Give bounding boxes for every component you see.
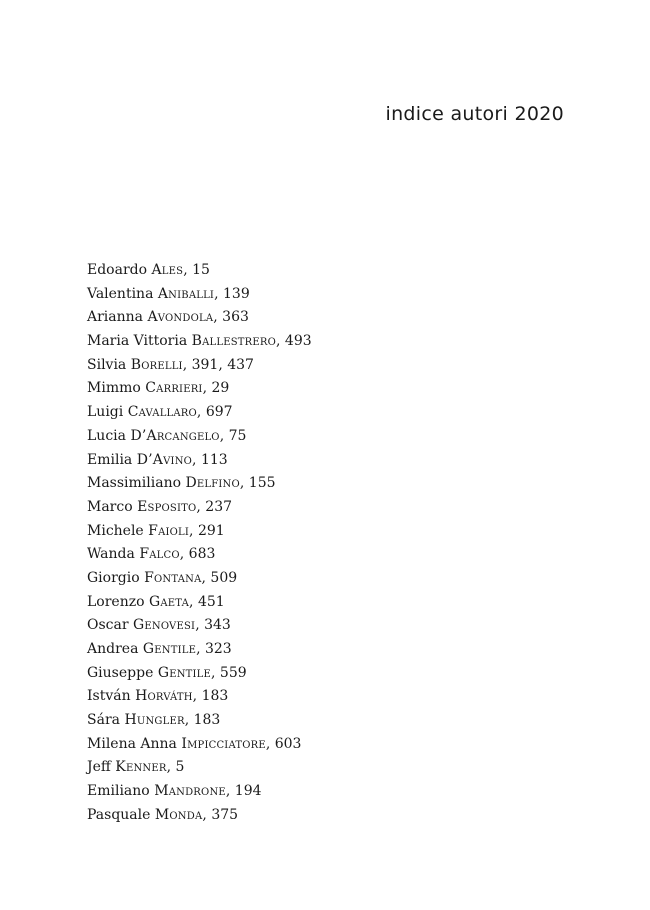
author-surname: Avondola <box>147 309 214 326</box>
author-surname: Gentile <box>157 664 212 681</box>
author-entry: Lorenzo Gaeta, 451 <box>87 593 225 610</box>
author-page-numbers: 139 <box>223 285 250 302</box>
author-entry: Sára Hungler, 183 <box>87 712 221 729</box>
author-page-numbers: 493 <box>284 333 312 350</box>
author-first-name: Andrea <box>87 641 139 657</box>
author-first-name: Marco <box>87 498 133 515</box>
author-first-name: Pasquale <box>87 806 151 823</box>
author-page-numbers: 363 <box>222 309 249 326</box>
author-surname: Esposito <box>137 498 197 515</box>
author-surname: Mandrone <box>154 783 226 800</box>
author-page-numbers: 343 <box>204 617 231 634</box>
author-page-numbers: 237 <box>205 498 233 515</box>
author-page-numbers: 291 <box>197 522 225 539</box>
author-page-numbers: 375 <box>211 806 239 823</box>
author-page-numbers: 559 <box>219 664 247 681</box>
author-surname: D’Arcangelo <box>130 427 220 444</box>
author-first-name: Michele <box>87 522 144 539</box>
author-first-name: Jeff <box>87 759 111 776</box>
author-entry: Arianna Avondola, 363 <box>87 309 249 326</box>
author-entry: Andrea Gentile, 323 <box>87 641 232 657</box>
author-entry: Milena Anna Impicciatore, 603 <box>87 735 302 752</box>
author-entry: Michele Faioli, 291 <box>87 522 225 539</box>
author-first-name: Massimiliano <box>87 475 182 492</box>
author-surname: Ballestrero <box>191 333 277 350</box>
author-surname: Genovesi <box>133 617 196 634</box>
author-entry: Wanda Falco, 683 <box>87 546 216 563</box>
author-first-name: Lucia <box>87 427 126 444</box>
author-first-name: Lorenzo <box>87 593 145 610</box>
author-page-numbers: 155 <box>248 475 276 492</box>
author-surname: Ales <box>151 262 184 278</box>
author-entry: Edoardo Ales, 15 <box>87 262 210 278</box>
author-first-name: Arianna <box>87 309 144 326</box>
author-first-name: Giuseppe <box>87 664 154 681</box>
author-surname: Borelli <box>130 356 183 373</box>
author-first-name: István <box>87 688 131 705</box>
author-page-numbers: 15 <box>192 262 210 278</box>
author-first-name: Silvia <box>87 356 127 373</box>
author-page-numbers: 194 <box>234 783 262 800</box>
author-page-numbers: 5 <box>175 759 185 776</box>
author-page-numbers: 451 <box>197 593 225 610</box>
author-entry: Lucia D’Arcangelo, 75 <box>87 427 247 444</box>
author-entry: Maria Vittoria Ballestrero, 493 <box>87 333 312 350</box>
author-surname: Gentile <box>142 641 197 657</box>
author-entry: Emiliano Mandrone, 194 <box>87 783 262 800</box>
author-entry: Valentina Aniballi, 139 <box>87 285 250 302</box>
author-surname: Falco <box>139 546 180 563</box>
author-first-name: Valentina <box>87 285 154 302</box>
author-first-name: Sára <box>87 712 120 729</box>
author-entry: Mimmo Carrieri, 29 <box>87 380 230 397</box>
author-first-name: Giorgio <box>87 569 140 586</box>
author-entry: Silvia Borelli, 391, 437 <box>87 356 254 373</box>
author-surname: Cavallaro <box>127 404 197 421</box>
author-first-name: Edoardo <box>87 262 148 278</box>
page-heading: indice autori 2020 <box>385 103 564 125</box>
author-surname: Delfino <box>185 475 240 492</box>
author-page-numbers: 603 <box>274 735 302 752</box>
author-page-numbers: 391, 437 <box>191 356 254 373</box>
author-entry: Jeff Kenner, 5 <box>87 759 185 776</box>
author-page-numbers: 697 <box>205 404 233 421</box>
author-entry: István Horváth, 183 <box>87 688 229 705</box>
author-surname: Gaeta <box>148 593 190 610</box>
author-entry: Pasquale Monda, 375 <box>87 806 239 823</box>
author-surname: Fontana <box>144 569 202 586</box>
author-first-name: Milena Anna <box>87 735 177 752</box>
author-surname: Aniballi <box>157 285 215 302</box>
author-first-name: Maria Vittoria <box>87 333 188 350</box>
author-entry: Luigi Cavallaro, 697 <box>87 404 233 421</box>
author-entry: Giorgio Fontana, 509 <box>87 569 238 586</box>
author-surname: Faioli <box>148 522 190 539</box>
author-page-numbers: 183 <box>201 688 229 705</box>
author-surname: Impicciatore <box>181 735 266 752</box>
author-page-numbers: 29 <box>211 380 230 397</box>
author-first-name: Emilia <box>87 451 133 468</box>
author-page-numbers: 323 <box>204 641 232 657</box>
author-page-numbers: 113 <box>200 451 228 468</box>
author-page-numbers: 183 <box>193 712 221 729</box>
author-first-name: Mimmo <box>87 380 141 397</box>
author-page-numbers: 75 <box>228 427 247 444</box>
author-index-list <box>87 259 312 828</box>
author-surname: D’Avino <box>136 451 193 468</box>
author-surname: Horváth <box>135 688 193 705</box>
author-page-numbers: 509 <box>210 569 238 586</box>
author-page-numbers: 683 <box>188 546 216 563</box>
author-first-name: Wanda <box>87 546 135 563</box>
author-surname: Monda <box>154 806 203 823</box>
author-entry: Giuseppe Gentile, 559 <box>87 664 247 681</box>
author-surname: Kenner <box>115 759 167 776</box>
author-first-name: Oscar <box>87 617 129 634</box>
author-entry: Emilia D’Avino, 113 <box>87 451 228 468</box>
author-surname: Carrieri <box>145 380 203 397</box>
author-entry: Massimiliano Delfino, 155 <box>87 475 276 492</box>
author-first-name: Emiliano <box>87 783 150 800</box>
author-entry: Marco Esposito, 237 <box>87 498 233 515</box>
author-surname: Hungler <box>124 712 185 729</box>
author-first-name: Luigi <box>87 404 124 421</box>
author-entry: Oscar Genovesi, 343 <box>87 617 231 634</box>
